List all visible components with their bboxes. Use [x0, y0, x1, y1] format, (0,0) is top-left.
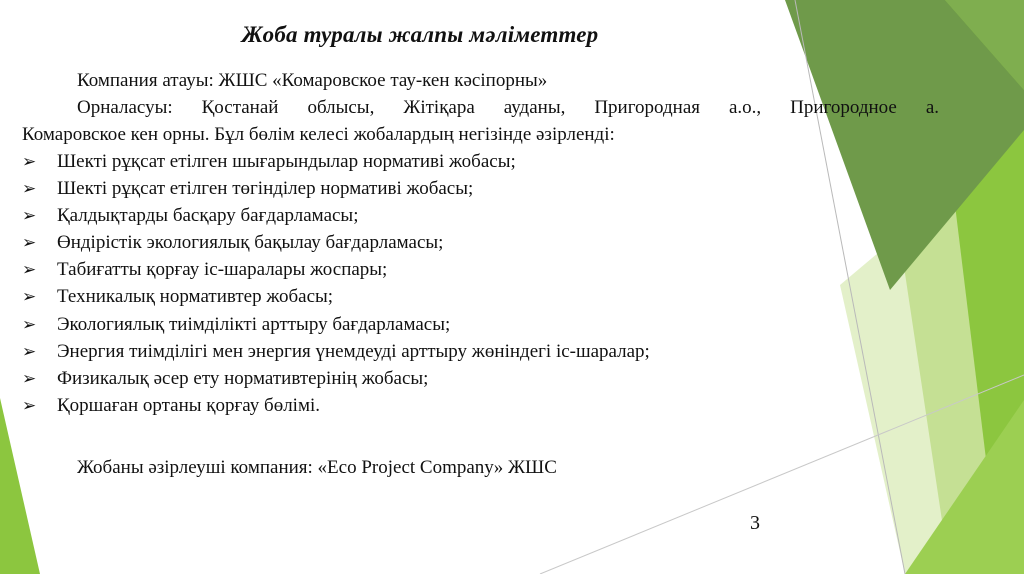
company-line: Компания атауы: ЖШС «Комаровское тау-кен кәсіпорны» [77, 70, 548, 91]
location-word: облысы, [307, 97, 375, 118]
list-item [22, 148, 650, 175]
location-word: Пригородное [790, 97, 897, 118]
list-item-text: Экологиялық тиімділікті арттыру бағдарламасы; [57, 313, 451, 335]
arrow-bullet-icon: ➢ [22, 341, 37, 361]
list-item [22, 311, 650, 338]
page-number: 3 [750, 512, 760, 534]
location-word: Қостанай [201, 97, 279, 118]
location-word: Орналасуы: [77, 97, 173, 118]
list-item-text: Энергия тиімділігі мен энергия үнемдеуді арттыру жөніндегі іс-шаралар; [57, 340, 650, 362]
location-word: Пригородная [594, 97, 700, 118]
slide-title: Жоба туралы жалпы мәліметтер [241, 22, 599, 47]
arrow-bullet-icon: ➢ [22, 368, 37, 388]
list-item [22, 256, 650, 283]
list-item-text: Техникалық нормативтер жобасы; [57, 286, 334, 308]
location-line-2: Комаровское кен орны. Бұл бөлім келесі жобалардың негізінде әзірленді: [22, 124, 615, 145]
left-green-shape [0, 398, 40, 574]
list-item [22, 175, 650, 202]
list-item-text: Қоршаған ортаны қорғау бөлімі. [57, 394, 321, 416]
location-line-1 [77, 94, 939, 121]
arrow-bullet-icon: ➢ [22, 314, 37, 334]
list-item [22, 392, 650, 419]
arrow-bullet-icon: ➢ [22, 179, 37, 199]
arrow-bullet-icon: ➢ [22, 152, 37, 171]
location-word: Жітіқара [403, 97, 475, 118]
developer-line: Жобаны әзірлеуші компания: «Eco Project Company» ЖШС [77, 457, 557, 478]
location-word: а.о., [728, 97, 762, 118]
location-word: а. [925, 97, 939, 118]
arrow-bullet-icon: ➢ [22, 206, 37, 226]
list-item [22, 229, 650, 256]
list-item-text: Өндірістік экологиялық бақылау бағдарламасы; [57, 232, 444, 254]
list-item-text: Шекті рұқсат етілген төгінділер нормативі жобасы; [57, 178, 474, 200]
list-item-text: Қалдықтарды басқару бағдарламасы; [57, 205, 359, 227]
list-item-text: Физикалық әсер ету нормативтерінің жобасы; [57, 367, 429, 389]
arrow-bullet-icon: ➢ [22, 395, 37, 415]
location-word: ауданы, [503, 97, 566, 118]
arrow-bullet-icon: ➢ [22, 233, 37, 253]
list-item [22, 365, 650, 392]
arrow-bullet-icon: ➢ [22, 260, 37, 280]
project-list [22, 148, 650, 419]
arrow-bullet-icon: ➢ [22, 287, 37, 307]
list-item-text: Табиғатты қорғау іс-шаралары жоспары; [57, 259, 388, 281]
list-item [22, 338, 650, 365]
list-item [22, 202, 650, 229]
list-item-text: Шекті рұқсат етілген шығарындылар нормативі жобасы; [57, 151, 516, 172]
list-item [22, 283, 650, 310]
